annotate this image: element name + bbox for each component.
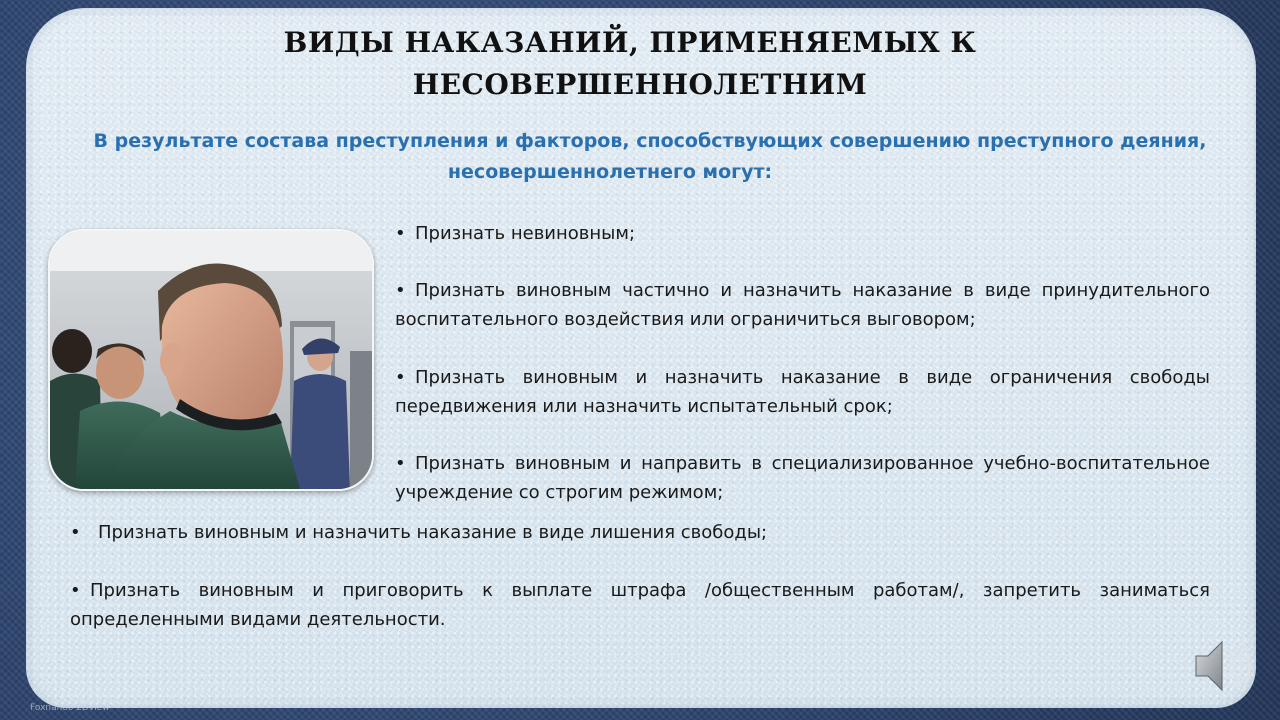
bullet-text: Признать виновным частично и назначить наказание в виде принудительного воспитательного воздействия или ограничиться выговором; bbox=[395, 280, 1210, 330]
bullet-item-1 bbox=[395, 219, 1210, 248]
bullet-marker: • bbox=[395, 280, 406, 301]
bullet-item-5 bbox=[70, 518, 1210, 547]
bullet-marker: • bbox=[395, 453, 406, 474]
footer-watermark: Foxnanoo 2Dview bbox=[30, 703, 110, 713]
bullet-text: Признать виновным и назначить наказание в виде лишения свободы; bbox=[98, 522, 768, 543]
detention-photo bbox=[48, 229, 374, 491]
bullet-text: Признать виновным и направить в специализированное учебно-воспитательное учреждение со строгим режимом; bbox=[395, 453, 1210, 503]
bullet-item-3 bbox=[395, 363, 1210, 421]
bullet-marker: • bbox=[70, 522, 81, 543]
bullet-text: Признать виновным и назначить наказание в виде ограничения свободы передвижения или назначить испытательный срок; bbox=[395, 367, 1210, 417]
bullet-marker: • bbox=[395, 367, 406, 388]
slide-subtitle bbox=[40, 126, 1260, 188]
speaker-icon[interactable] bbox=[1188, 630, 1258, 700]
bullet-item-6 bbox=[70, 576, 1210, 634]
bullet-text: Признать невиновным; bbox=[415, 223, 636, 244]
title-line-1: ВИДЫ НАКАЗАНИЙ, ПРИМЕНЯЕМЫХ К bbox=[283, 26, 977, 59]
bullet-marker: • bbox=[395, 223, 406, 244]
title-line-2: НЕСОВЕРШЕННОЛЕТНИМ bbox=[412, 68, 868, 101]
bullet-item-2 bbox=[395, 276, 1210, 334]
slide-title bbox=[0, 22, 1280, 106]
bullet-text: Признать виновным и приговорить к выплате штрафа /общественным работам/, запретить заниматься определенными видами деятельности. bbox=[70, 580, 1210, 630]
subtitle-line-1: В результате состава преступления и факторов, способствующих совершению преступного деяния, bbox=[93, 130, 1207, 152]
bullet-item-4 bbox=[395, 449, 1210, 507]
bullet-marker: • bbox=[70, 580, 81, 601]
subtitle-line-2: несовершеннолетнего могут: bbox=[447, 161, 773, 183]
